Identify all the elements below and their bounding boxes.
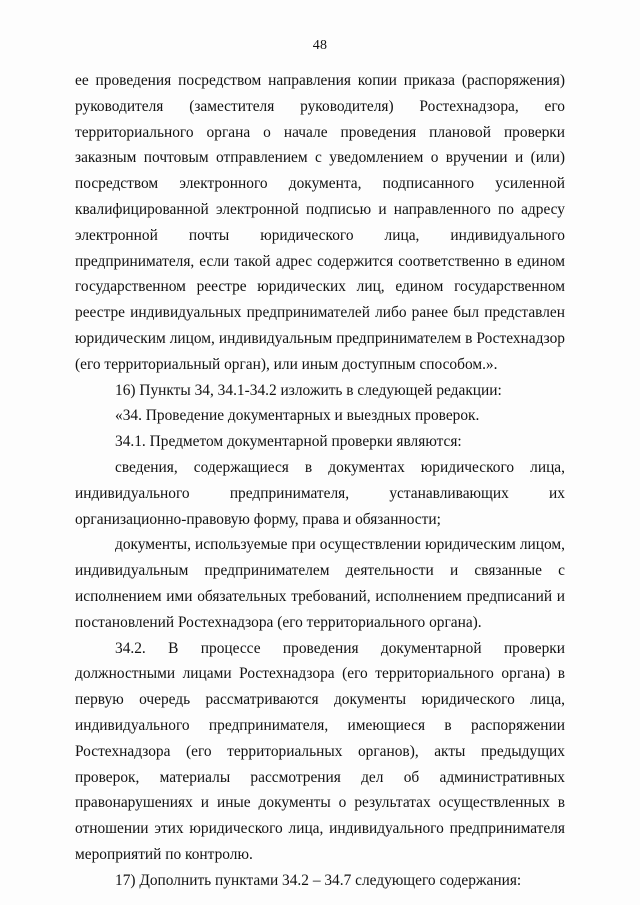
page-number: 48	[312, 38, 328, 53]
paragraph-documents-subject: документы, используемые при осуществлении юридическим лицом, индивидуальным предпринимателем деятельности и связанные с исполнением ими обязательных требований, исполнением предписаний и постановлений Ростехнадзора (его территориального органа).	[75, 536, 565, 631]
paragraph-clause-34-1: 34.1. Предметом документарной проверки являются:	[115, 433, 462, 451]
paragraph-continuation: ее проведения посредством направления копии приказа (распоряжения) руководителя (заместителя руководителя) Ростехнадзора, его территориального органа о начале проведения плановой проверки заказным почтовым отправлением с уведомлением о вручении и (или) посредством электронного документа, подписанного усиленной квалифицированной электронной подписью и направленного по адресу электронной почты юридического лица, индивидуального предпринимателя, если такой адрес содержится соответственно в едином государственном реестре юридических лиц, едином государственном реестре индивидуальных предпринимателей либо ранее был представлен юридическим лицом, индивидуальным предпринимателем в Ростехнадзор (его территориальный орган), или иным доступным способом.».	[75, 72, 565, 373]
paragraph-info-subject: сведения, содержащиеся в документах юридического лица, индивидуального предпринимателя, устанавливающих их организационно-правовую форму, права и обязанности;	[75, 458, 565, 528]
paragraph-item-17: 17) Дополнить пунктами 34.2 – 34.7 следующего содержания:	[115, 871, 522, 889]
paragraph-clause-34-2: 34.2. В процессе проведения документарной проверки должностными лицами Ростехнадзора (его территориального органа) в первую очередь рассматриваются документы юридического лица, индивидуального предпринимателя, имеющиеся в распоряжении Ростехнадзора (его территориальных органов), акты предыдущих проверок, материалы рассмотрения дел об административных правонарушениях и иные документы о результатах осуществленных в отношении этих юридического лица, индивидуального предпринимателя мероприятий по контролю.	[75, 639, 565, 863]
paragraph-clause-34: «34. Проведение документарных и выездных проверок.	[115, 407, 480, 425]
body-text	[75, 68, 565, 894]
paragraph-item-16: 16) Пункты 34, 34.1-34.2 изложить в следующей редакции:	[115, 381, 502, 399]
